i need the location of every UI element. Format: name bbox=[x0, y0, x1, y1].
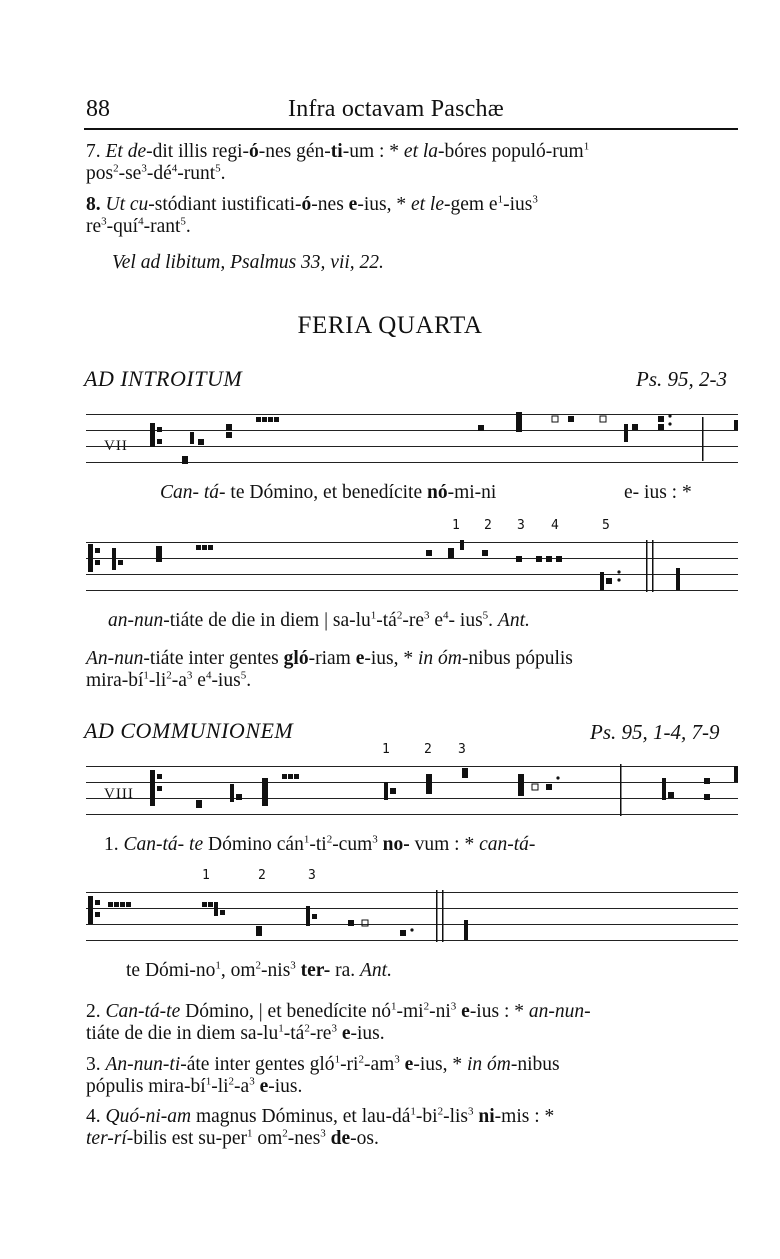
verse-text: nibus pópulis bbox=[468, 648, 573, 669]
superscript: 1 bbox=[278, 1022, 284, 1035]
verse-text: et la- bbox=[403, 141, 445, 162]
verse-text: e bbox=[192, 670, 206, 691]
lyric: 1. bbox=[104, 834, 124, 855]
neume-notation bbox=[86, 412, 738, 476]
communio-verse-4 bbox=[86, 1106, 738, 1150]
lyric: -tá bbox=[376, 610, 397, 631]
introitus-psalm-ref: Ps. 95, 2-3 bbox=[636, 367, 727, 391]
ad-libitum-note: Vel ad libitum, Psalmus 33, vii, 22. bbox=[112, 252, 384, 273]
verse-text: e bbox=[355, 648, 365, 669]
superscript: 3 bbox=[372, 833, 378, 846]
verse-text: -am bbox=[363, 1054, 395, 1075]
verse-text: e bbox=[348, 194, 358, 215]
superscript: 2 bbox=[423, 1000, 430, 1013]
verse-text: dit illis regi- bbox=[152, 141, 250, 162]
verse-text: bilis est su-per bbox=[133, 1128, 247, 1149]
communio-lyrics-2 bbox=[126, 960, 392, 982]
superscript: 1 bbox=[583, 140, 590, 153]
lyric: an-nun- bbox=[108, 610, 170, 631]
verse-text: -a bbox=[171, 670, 187, 691]
superscript: 1 bbox=[334, 1053, 341, 1066]
superscript: 4 bbox=[138, 215, 144, 228]
lyric: Ant. bbox=[497, 610, 530, 631]
communio-staff-1 bbox=[86, 764, 738, 828]
verse-number: 8. bbox=[86, 194, 101, 215]
verse-text: -ius, * bbox=[357, 194, 411, 215]
verse-text: -nes gén- bbox=[258, 141, 331, 162]
accent-number: 1 bbox=[202, 868, 210, 883]
superscript: 2 bbox=[326, 833, 333, 846]
verse-text: in óm- bbox=[466, 1054, 518, 1075]
verse-text: -ius. bbox=[268, 1076, 303, 1097]
neume-notation bbox=[86, 890, 738, 954]
superscript: 1 bbox=[391, 1000, 397, 1013]
verse-text: de bbox=[330, 1128, 351, 1149]
superscript: 2 bbox=[228, 1075, 235, 1088]
lyric: - ius bbox=[448, 610, 483, 631]
verse-text: -um : * bbox=[342, 141, 404, 162]
superscript: 2 bbox=[304, 1022, 310, 1035]
verse-text: e bbox=[341, 1023, 351, 1044]
verse-number: 7. bbox=[86, 141, 101, 162]
verse-number: 4. bbox=[86, 1106, 106, 1127]
verse-text: in óm- bbox=[417, 648, 469, 669]
verse-text: -bi bbox=[415, 1106, 438, 1127]
verse-text: ni bbox=[478, 1106, 495, 1127]
superscript: 3 bbox=[532, 193, 538, 206]
accent-number: 4 bbox=[551, 518, 559, 533]
superscript: 3 bbox=[249, 1075, 255, 1088]
verse-text: -li bbox=[148, 670, 167, 691]
superscript: 5 bbox=[180, 215, 186, 228]
accent-number: 3 bbox=[308, 868, 316, 883]
superscript: 5 bbox=[240, 669, 247, 682]
superscript: 3 bbox=[468, 1105, 474, 1118]
introitus-lyrics-2 bbox=[108, 610, 530, 632]
superscript: 2 bbox=[166, 669, 172, 682]
superscript: 5 bbox=[482, 609, 489, 622]
section-title: FERIA QUARTA bbox=[297, 312, 483, 339]
verse-text: -lis bbox=[443, 1106, 469, 1127]
introitus-verse bbox=[86, 648, 738, 692]
lyric: -cum bbox=[332, 834, 373, 855]
superscript: 3 bbox=[290, 959, 296, 972]
superscript: 1 bbox=[370, 609, 377, 622]
lyric: te Dómi-no bbox=[126, 960, 216, 981]
verse-text: Et de- bbox=[105, 141, 153, 162]
lyric: ra. bbox=[330, 960, 361, 981]
accent-number: 2 bbox=[424, 742, 432, 757]
communio-psalm-ref: Ps. 95, 1-4, 7-9 bbox=[590, 720, 720, 744]
verse-text: stódiant iustificati- bbox=[154, 194, 302, 215]
verse-text: -tá bbox=[283, 1023, 305, 1044]
lyric: e bbox=[429, 610, 444, 631]
accent-number: 2 bbox=[258, 868, 266, 883]
verse-text: et le- bbox=[410, 194, 451, 215]
lyric: -nis bbox=[261, 960, 291, 981]
verse-text: -ni bbox=[429, 1001, 451, 1022]
header-rule bbox=[84, 128, 738, 130]
communio-verse-3 bbox=[86, 1054, 738, 1098]
verse-text: -dé bbox=[146, 163, 172, 184]
verse-text: nibus bbox=[517, 1054, 560, 1075]
verse-text: magnus Dóminus, et lau-dá bbox=[191, 1106, 411, 1127]
lyric: nó bbox=[426, 482, 448, 503]
verse-text: -ius. bbox=[350, 1023, 385, 1044]
verse-text: -li bbox=[211, 1076, 229, 1097]
introitus-mode: VII bbox=[104, 438, 128, 454]
neume-notation bbox=[86, 540, 738, 604]
verse-8 bbox=[86, 194, 738, 238]
verse-number: 3. bbox=[86, 1054, 106, 1075]
accent-number: 2 bbox=[484, 518, 492, 533]
superscript: 3 bbox=[320, 1127, 326, 1140]
verse-text: om bbox=[252, 1128, 283, 1149]
verse-text: tiáte de die in diem sa-lu bbox=[86, 1023, 279, 1044]
superscript: 3 bbox=[101, 215, 107, 228]
superscript: 3 bbox=[394, 1053, 400, 1066]
verse-text: -runt bbox=[177, 163, 216, 184]
verse-text: ó bbox=[249, 141, 259, 162]
verse-text: -nes bbox=[287, 1128, 321, 1149]
communio-rubric: AD COMMUNIONEM bbox=[84, 718, 294, 743]
verse-text: . bbox=[220, 163, 226, 184]
lyric: -mi-ni bbox=[447, 482, 497, 503]
accent-number: 1 bbox=[452, 518, 460, 533]
lyric: te Dómino, et benedícite bbox=[225, 482, 427, 503]
communio-verse-2 bbox=[86, 1001, 738, 1045]
superscript: 1 bbox=[205, 1075, 212, 1088]
verse-text: re bbox=[86, 216, 102, 237]
verse-text: Dómino, | et benedícite nó bbox=[180, 1001, 392, 1022]
verse-text: . bbox=[246, 670, 252, 691]
lyric: -re bbox=[402, 610, 424, 631]
superscript: 4 bbox=[171, 162, 178, 175]
verse-text: -re bbox=[309, 1023, 332, 1044]
verse-text: ter-rí- bbox=[86, 1128, 134, 1149]
verse-text: . bbox=[185, 216, 191, 237]
verse-text: -ius bbox=[503, 194, 533, 215]
introitus-staff-1 bbox=[86, 412, 738, 476]
superscript: 4 bbox=[205, 669, 212, 682]
superscript: 2 bbox=[255, 959, 262, 972]
verse-text: -ius, * bbox=[413, 1054, 467, 1075]
communio-staff-2 bbox=[86, 890, 738, 954]
lyric: vum : * bbox=[409, 834, 480, 855]
verse-text: -os. bbox=[350, 1128, 379, 1149]
communio-mode: VIII bbox=[104, 786, 134, 802]
superscript: 1 bbox=[143, 669, 149, 682]
verse-text: -ius : * bbox=[469, 1001, 529, 1022]
neume-notation bbox=[86, 764, 738, 828]
verse-text: bóres populó-rum bbox=[444, 141, 584, 162]
verse-text: An-nun- bbox=[86, 648, 150, 669]
verse-7 bbox=[86, 141, 738, 185]
accent-number: 1 bbox=[382, 742, 390, 757]
verse-text: -mis : * bbox=[494, 1106, 555, 1127]
introitus-lyrics-1-end: e- ius : * bbox=[624, 482, 692, 503]
superscript: 1 bbox=[497, 193, 504, 206]
lyric: ter- bbox=[300, 960, 331, 981]
superscript: 4 bbox=[443, 609, 449, 622]
lyric: tiáte de die in diem | sa-lu bbox=[169, 610, 371, 631]
verse-number: 2. bbox=[86, 1001, 106, 1022]
verse-text: pos bbox=[86, 163, 114, 184]
verse-text: -ius, * bbox=[364, 648, 418, 669]
page-number: 88 bbox=[86, 96, 110, 122]
verse-text: -ius bbox=[211, 670, 241, 691]
lyric: -ti bbox=[309, 834, 327, 855]
introitus-rubric: AD INTROITUM bbox=[84, 366, 243, 391]
introitus-lyrics-1 bbox=[160, 482, 496, 504]
verse-text: gem e bbox=[450, 194, 498, 215]
superscript: 3 bbox=[186, 669, 193, 682]
verse-text: gló bbox=[283, 648, 309, 669]
superscript: 5 bbox=[215, 162, 221, 175]
superscript: 3 bbox=[424, 609, 430, 622]
superscript: 3 bbox=[331, 1022, 337, 1035]
communio-lyrics-1 bbox=[104, 834, 535, 856]
superscript: 1 bbox=[410, 1105, 416, 1118]
superscript: 1 bbox=[303, 833, 310, 846]
verse-text: -riam bbox=[308, 648, 356, 669]
lyric: Can- tá- bbox=[160, 482, 226, 503]
verse-text: -nes bbox=[311, 194, 349, 215]
superscript: 2 bbox=[437, 1105, 444, 1118]
verse-text: áte inter gentes gló bbox=[186, 1054, 335, 1075]
superscript: 2 bbox=[282, 1127, 288, 1140]
verse-text: -quí bbox=[106, 216, 139, 237]
verse-text: -mi bbox=[396, 1001, 424, 1022]
lyric: can-tá- bbox=[479, 834, 536, 855]
lyric: no- bbox=[382, 834, 410, 855]
verse-text: -ri bbox=[340, 1054, 359, 1075]
verse-text: tiáte inter gentes bbox=[149, 648, 284, 669]
verse-text: Ut cu- bbox=[105, 194, 155, 215]
superscript: 2 bbox=[396, 609, 403, 622]
lyric: Dómino cán bbox=[203, 834, 304, 855]
verse-text: pópulis mira-bí bbox=[86, 1076, 206, 1097]
accent-number: 3 bbox=[517, 518, 525, 533]
verse-text: mira-bí bbox=[86, 670, 144, 691]
superscript: 1 bbox=[215, 959, 221, 972]
verse-text: e bbox=[404, 1054, 414, 1075]
verse-text: e bbox=[461, 1001, 470, 1022]
superscript: 1 bbox=[247, 1127, 253, 1140]
lyric: Ant. bbox=[360, 960, 392, 981]
verse-text: -a bbox=[234, 1076, 250, 1097]
verse-text: ti bbox=[330, 141, 343, 162]
lyric: , om bbox=[220, 960, 256, 981]
verse-text: ó bbox=[301, 194, 312, 215]
lyric: . bbox=[488, 610, 498, 631]
verse-text: an-nun- bbox=[528, 1001, 591, 1022]
superscript: 2 bbox=[358, 1053, 364, 1066]
lyric: Can-tá- te bbox=[123, 834, 204, 855]
superscript: 2 bbox=[113, 162, 119, 175]
introitus-staff-2 bbox=[86, 540, 738, 604]
verse-text: An-nun-ti- bbox=[105, 1054, 187, 1075]
accent-number: 5 bbox=[602, 518, 610, 533]
verse-text: -se bbox=[118, 163, 142, 184]
verse-text: -rant bbox=[143, 216, 181, 237]
superscript: 3 bbox=[141, 162, 147, 175]
verse-text: Can-tá-te bbox=[105, 1001, 181, 1022]
accent-number: 3 bbox=[458, 742, 466, 757]
running-title: Infra octavam Paschæ bbox=[288, 96, 504, 122]
verse-text: e bbox=[259, 1076, 269, 1097]
superscript: 3 bbox=[450, 1000, 457, 1013]
verse-text: Quó-ni-am bbox=[105, 1106, 192, 1127]
